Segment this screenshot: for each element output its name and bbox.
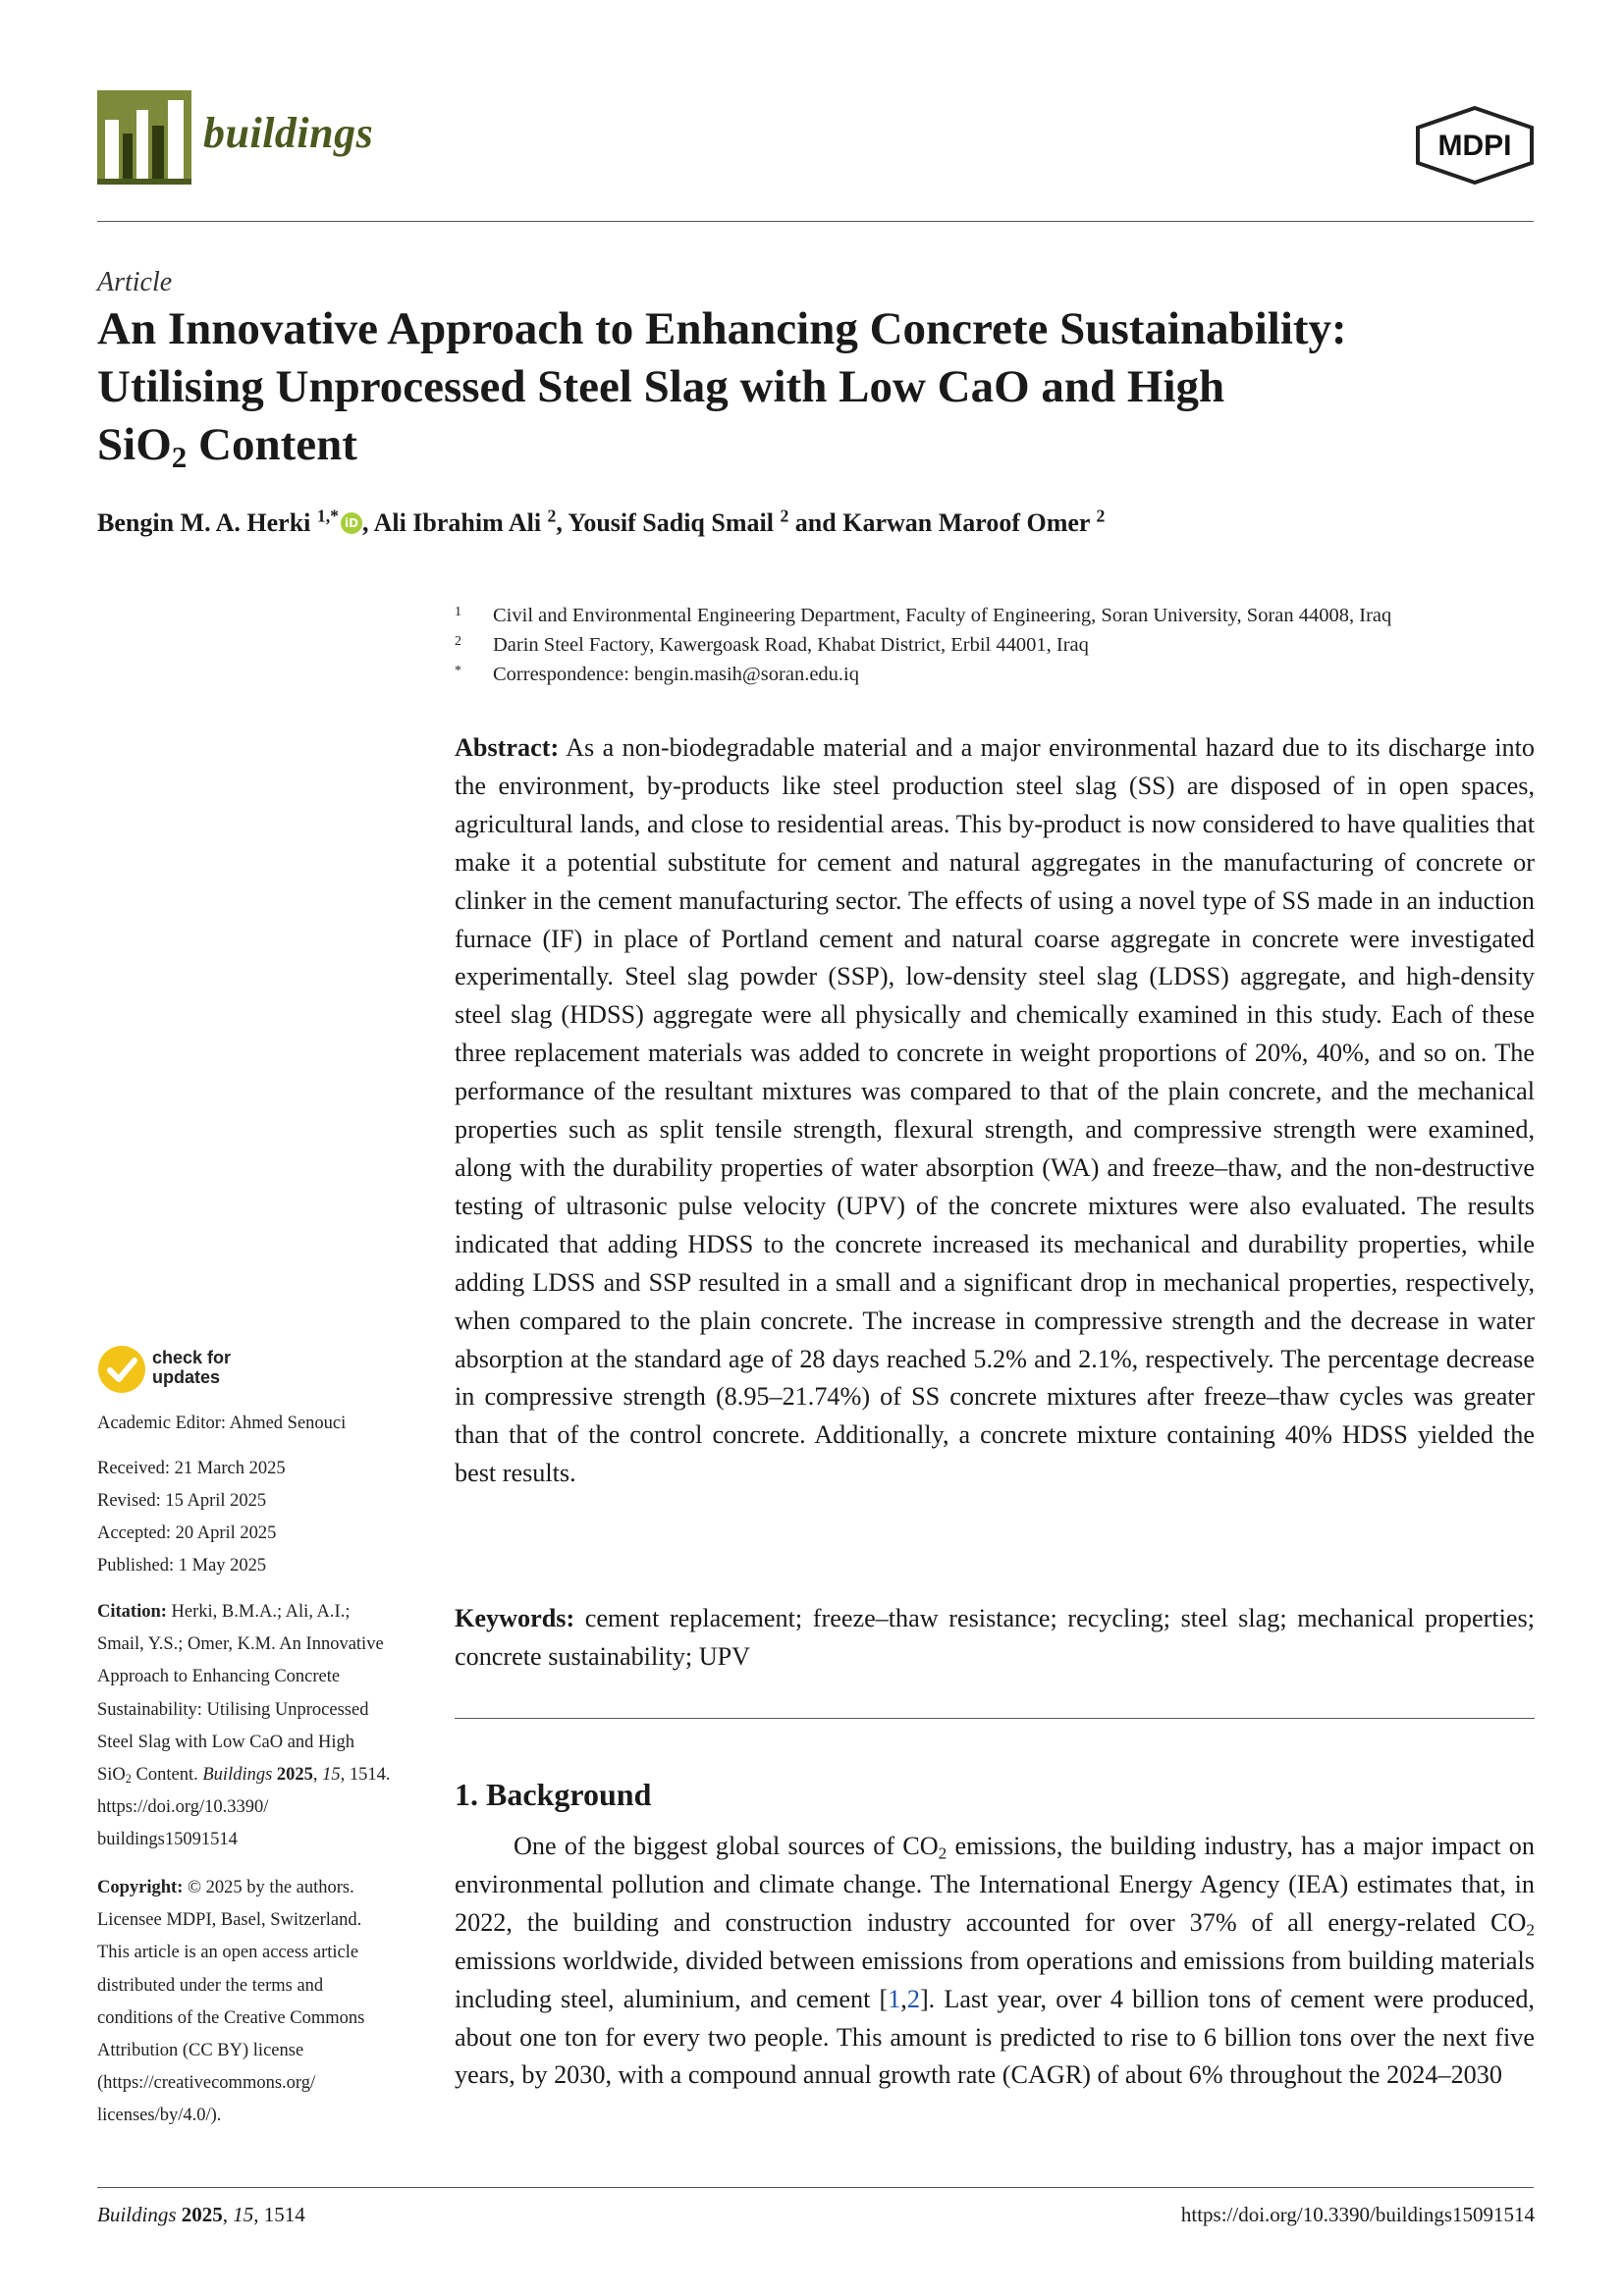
affiliation-2 xyxy=(455,634,1089,657)
author-3-affiliation: 2 xyxy=(780,506,789,526)
license-link-line-1[interactable]: (https://creativecommons.org/ xyxy=(97,2073,316,2094)
title-line-3-pre: SiO xyxy=(97,419,172,470)
copyright-line-3: This article is an open access article xyxy=(97,1943,359,1963)
keywords-text: cement replacement; freeze–thaw resistance; recycling; steel slag; mechanical properties; concrete sustainability; UPV xyxy=(455,1604,1535,1671)
citation-line-4: Sustainability: Utilising Unprocessed xyxy=(97,1699,369,1720)
citation-line-1 xyxy=(97,1596,421,1629)
citation-l6-mid: Content. xyxy=(131,1765,203,1786)
correspondence xyxy=(455,664,859,686)
author-4-affiliation: 2 xyxy=(1096,506,1106,526)
footer-sep: , xyxy=(222,2203,234,2226)
co2-subscript-2: 2 xyxy=(1526,1920,1535,1940)
citation-pages: , 1514. xyxy=(340,1765,391,1786)
article-title xyxy=(97,300,1541,474)
affiliation-2-mark: 2 xyxy=(455,634,461,649)
citation-doi-line-1[interactable]: https://doi.org/10.3390/ xyxy=(97,1797,269,1818)
check-for-updates-text xyxy=(152,1348,231,1387)
citation-label: Citation: xyxy=(97,1602,167,1622)
article-type-label: Article xyxy=(97,267,173,297)
author-2-affiliation: 2 xyxy=(547,506,557,526)
keywords xyxy=(455,1600,1535,1677)
copyright-line-6: Attribution (CC BY) license xyxy=(97,2041,304,2061)
citation-separator: , xyxy=(900,1984,907,2013)
copyright-line-5: conditions of the Creative Commons xyxy=(97,2007,365,2028)
check-for-updates-icon xyxy=(97,1345,146,1394)
footer-journal: Buildings xyxy=(97,2203,177,2226)
citation-text-1: Herki, B.M.A.; Ali, A.I.; xyxy=(166,1602,351,1622)
title-line-2: Utilising Unprocessed Steel Slag with Low CaO and High xyxy=(97,361,1225,412)
citation-journal: Buildings xyxy=(202,1765,273,1786)
revised-date: Revised: 15 April 2025 xyxy=(97,1491,267,1511)
citation-volume: 15 xyxy=(322,1765,341,1786)
copyright-line-4: distributed under the terms and xyxy=(97,1975,324,1996)
abstract-text: As a non-biodegradable material and a major environmental hazard due to its discharge into the environment, by-products like steel production steel slag (SS) are disposed of in open spaces, agricultural lands, and close to residential areas. This by-product is now considered to have qualities that make it a potential substitute for cement and natural aggregates in the manufacturing of concrete or clinker in the cement manufacturing sector. The effects of using a novel type of SS made in an induction furnace (IF) in place of Portland cement and natural coarse aggregate in concrete were investigated experimentally. Steel slag powder (SSP), low-density steel slag (LDSS) aggregate, and high-density steel slag (HDSS) aggregate were all physically and chemically examined in this study. Each of these three replacement materials was added to concrete in weight proportions of 20%, 40%, and so on. The performance of the resultant mixtures was compared to that of the plain concrete, and the mechanical properties such as split tensile strength, flexural strength, and compressive strength were examined, along with the durability properties of water absorption (WA) and freeze–thaw, and the non-destructive testing of ultrasonic pulse velocity (UPV) of the concrete mixtures were also evaluated. The results indicated that adding HDSS to the concrete increased its mechanical and durability properties, while adding LDSS and SSP resulted in a small and a significant drop in mechanical properties, respectively, when compared to the plain concrete. The increase in compressive strength and the decrease in water absorption at the standard age of 28 days reached 5.2% and 2.1%, respectively. The percentage decrease in compressive strength (8.95–21.74%) of SS concrete mixtures after freeze–thaw cycles was greater than that of the control concrete. Additionally, a concrete mixture containing 40% HDSS yielded the best results. xyxy=(455,733,1535,1488)
correspondence-mark: * xyxy=(455,664,461,678)
footer-citation xyxy=(97,2203,305,2227)
citation-l6-sub: 2 xyxy=(125,1772,132,1787)
section-paragraph xyxy=(455,1828,1535,2095)
footer-year: 2025 xyxy=(176,2203,223,2226)
citation-year: 2025 xyxy=(272,1765,313,1786)
author-1-affiliation: 1,* xyxy=(316,506,339,526)
accepted-date: Accepted: 20 April 2025 xyxy=(97,1523,277,1543)
correspondence-text[interactable]: Correspondence: bengin.masih@soran.edu.iq xyxy=(493,664,859,685)
citation-sep: , xyxy=(312,1765,323,1786)
copyright-text-1: © 2025 by the authors. xyxy=(183,1878,354,1897)
check-line-1: check for xyxy=(152,1348,232,1367)
abstract-label: Abstract: xyxy=(455,733,560,762)
copyright-line-1 xyxy=(97,1872,421,1904)
copyright-label: Copyright: xyxy=(97,1878,184,1897)
author-list xyxy=(97,508,1105,538)
para-part-4: ]. Last year, over 4 billion tons of cement were produced, about one ton for every two people. This amount is predicted to rise to 6 billion tons over the next five years, by 2030, with a compound annual growth rate (CAGR) of about 6% throughout the 2024–2030 xyxy=(455,1984,1535,2090)
citation-l6-pre: SiO xyxy=(97,1765,126,1786)
footer-pages: , 1514 xyxy=(253,2203,305,2226)
title-subscript: 2 xyxy=(171,439,188,474)
published-date: Published: 1 May 2025 xyxy=(97,1556,267,1575)
journal-name[interactable]: buildings xyxy=(203,109,374,157)
footer-divider xyxy=(97,2187,1534,2188)
para-part-2: emissions, the building industry, has a major impact on environmental pollution and climate change. The International Energy Agency (IEA) estimates that, in 2022, the building and construction industry accounted for over 37% of all energy-related CO xyxy=(455,1832,1535,1937)
footer-doi-link[interactable]: https://doi.org/10.3390/buildings15091514 xyxy=(1180,2203,1535,2226)
para-part-1: One of the biggest global sources of CO xyxy=(514,1832,939,1860)
buildings-logo-icon xyxy=(97,90,191,185)
check-for-updates-badge[interactable] xyxy=(97,1345,254,1394)
header-divider xyxy=(97,221,1534,222)
received-date: Received: 21 March 2025 xyxy=(97,1459,286,1478)
section-heading: 1. Background xyxy=(455,1777,652,1812)
para-part-3: emissions worldwide, divided between emissions from operations and emissions from building materials including steel, aluminium, and cement [ xyxy=(455,1946,1535,2013)
title-line-3-post: Content xyxy=(187,419,357,470)
license-link-line-2[interactable]: licenses/by/4.0/). xyxy=(97,2106,222,2126)
copyright-block xyxy=(97,1872,421,2133)
citation-block xyxy=(97,1596,421,1857)
mdpi-logo-text: MDPI xyxy=(1437,130,1512,162)
abstract xyxy=(455,729,1535,1493)
co2-subscript-1: 2 xyxy=(938,1843,947,1863)
citation-link-2[interactable]: 2 xyxy=(906,1984,920,2013)
section-divider xyxy=(455,1718,1535,1719)
affiliation-2-text: Darin Steel Factory, Kawergoask Road, Khabat District, Erbil 44001, Iraq xyxy=(493,634,1089,656)
author-1[interactable]: Bengin M. A. Herki xyxy=(97,508,311,537)
affiliation-1-mark: 1 xyxy=(455,605,461,619)
check-line-2: updates xyxy=(152,1367,221,1387)
citation-line-3: Approach to Enhancing Concrete xyxy=(97,1667,341,1687)
author-2[interactable]: , Ali Ibrahim Ali xyxy=(362,508,542,537)
author-3[interactable]: , Yousif Sadiq Smail xyxy=(556,508,774,537)
orcid-icon[interactable]: iD xyxy=(341,512,362,534)
mdpi-logo-icon[interactable] xyxy=(1414,106,1536,185)
copyright-line-2: Licensee MDPI, Basel, Switzerland. xyxy=(97,1910,362,1931)
citation-line-5: Steel Slag with Low CaO and High xyxy=(97,1732,355,1752)
title-line-1: An Innovative Approach to Enhancing Concrete Sustainability: xyxy=(97,303,1347,354)
footer-volume: 15 xyxy=(233,2203,254,2226)
citation-line-6 xyxy=(97,1759,421,1791)
title-line-3 xyxy=(97,416,1541,474)
academic-editor: Academic Editor: Ahmed Senouci xyxy=(97,1414,347,1433)
affiliation-1 xyxy=(455,605,1391,627)
citation-doi-line-2[interactable]: buildings15091514 xyxy=(97,1830,238,1850)
citation-link-1[interactable]: 1 xyxy=(888,1984,901,2013)
author-4[interactable]: and Karwan Maroof Omer xyxy=(788,508,1090,537)
affiliation-1-text: Civil and Environmental Engineering Department, Faculty of Engineering, Soran University, Soran 44008, Iraq xyxy=(493,605,1392,626)
citation-line-2: Smail, Y.S.; Omer, K.M. An Innovative xyxy=(97,1634,384,1655)
keywords-label: Keywords: xyxy=(455,1604,575,1632)
